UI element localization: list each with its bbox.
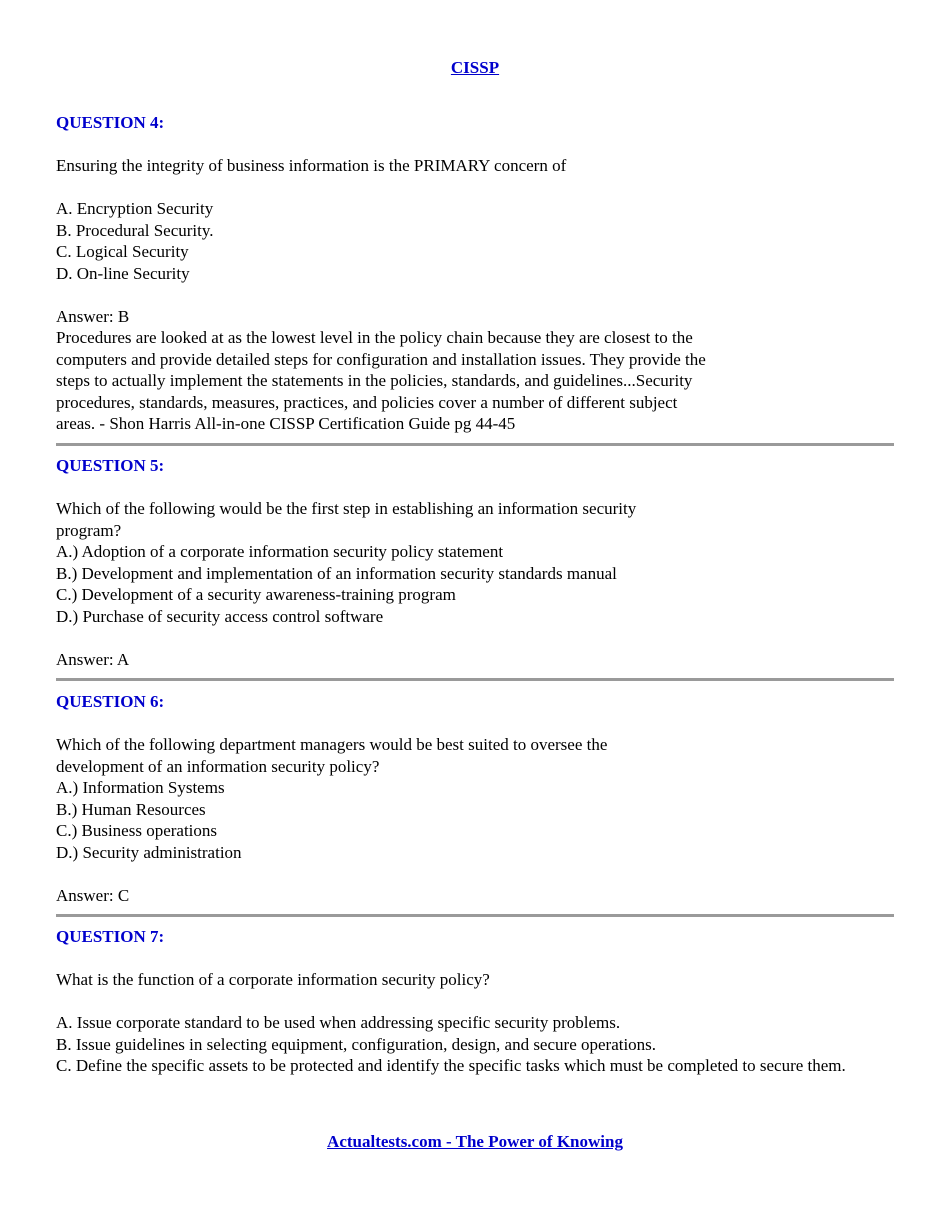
- page-footer: [0, 1131, 950, 1153]
- question-title: QUESTION 6:: [56, 692, 165, 711]
- question-7: [56, 926, 894, 1077]
- question-stem: Which of the following would be the first step in establishing an information security: [56, 499, 637, 518]
- option-b: B.) Human Resources: [56, 799, 206, 819]
- divider: [56, 443, 894, 446]
- divider: [56, 678, 894, 681]
- question-stem: program?: [56, 520, 122, 540]
- option-b: B.) Development and implementation of an information security standards manual: [56, 563, 617, 583]
- question-4: [56, 112, 894, 451]
- option-d: D.) Security administration: [56, 842, 242, 862]
- header-title-link[interactable]: CISSP: [450, 58, 500, 77]
- explanation-line: procedures, standards, measures, practices, and policies cover a number of different subject: [56, 392, 678, 412]
- option-a: A. Issue corporate standard to be used when addressing specific security problems.: [56, 1013, 621, 1032]
- option-b: B. Procedural Security.: [56, 220, 214, 240]
- question-title: QUESTION 5:: [56, 456, 165, 475]
- explanation-line: steps to actually implement the statements in the policies, standards, and guidelines...Security: [56, 371, 693, 390]
- question-6: [56, 691, 894, 922]
- question-stem: Which of the following department managers would be best suited to oversee the: [56, 735, 608, 754]
- answer: Answer: A: [56, 649, 130, 669]
- answer: Answer: C: [56, 885, 130, 905]
- option-c: C. Logical Security: [56, 242, 189, 261]
- divider: [56, 914, 894, 917]
- page-header: [0, 57, 950, 79]
- option-d: D.) Purchase of security access control software: [56, 606, 384, 626]
- option-c: C. Define the specific assets to be protected and identify the specific tasks which must be completed to secure them.: [56, 1056, 846, 1075]
- answer: Answer: B: [56, 306, 130, 326]
- option-a: A.) Information Systems: [56, 778, 225, 797]
- option-b: B. Issue guidelines in selecting equipment, configuration, design, and secure operations.: [56, 1034, 657, 1054]
- question-stem: Ensuring the integrity of business information is the PRIMARY concern of: [56, 156, 567, 175]
- question-5: [56, 455, 894, 686]
- question-title: QUESTION 7:: [56, 927, 165, 946]
- question-title: QUESTION 4:: [56, 113, 165, 132]
- option-c: C.) Business operations: [56, 821, 218, 840]
- option-a: A.) Adoption of a corporate information security policy statement: [56, 542, 504, 561]
- explanation-line: computers and provide detailed steps for configuration and installation issues. They provide the: [56, 349, 706, 369]
- option-a: A. Encryption Security: [56, 199, 214, 218]
- option-d: D. On-line Security: [56, 263, 190, 283]
- option-c: C.) Development of a security awareness-training program: [56, 585, 456, 604]
- footer-link[interactable]: Actualtests.com - The Power of Knowing: [327, 1132, 623, 1151]
- explanation-line: Procedures are looked at as the lowest level in the policy chain because they are closest to the: [56, 328, 693, 347]
- question-stem: development of an information security policy?: [56, 756, 380, 776]
- explanation-line: areas. - Shon Harris All-in-one CISSP Certification Guide pg 44-45: [56, 414, 516, 433]
- question-stem: What is the function of a corporate information security policy?: [56, 970, 490, 989]
